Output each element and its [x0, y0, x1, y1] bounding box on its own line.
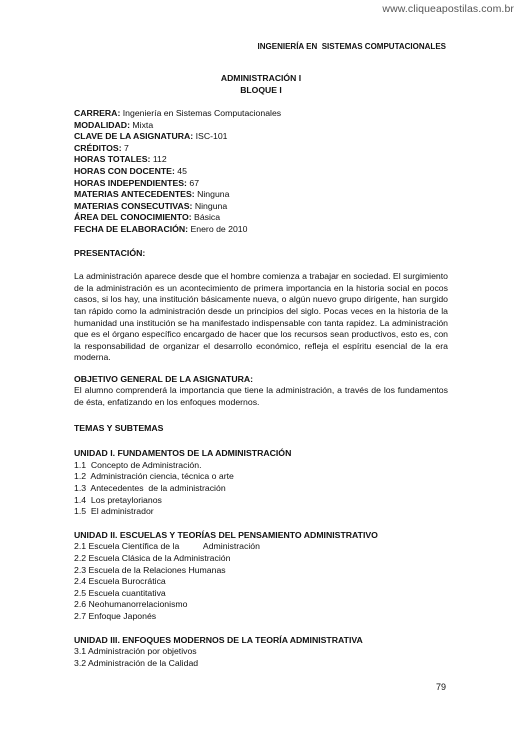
- meta-line: [74, 166, 448, 178]
- meta-label: MATERIAS ANTECEDENTES:: [74, 189, 195, 200]
- meta-list: [74, 108, 448, 236]
- meta-label: MODALIDAD:: [74, 119, 130, 130]
- meta-label: CRÉDITOS:: [74, 142, 122, 153]
- list-item: 3.2 Administración de la Calidad: [74, 657, 199, 668]
- title-block: [0, 72, 520, 96]
- list-item: 1.3 Antecedentes de la administración: [74, 483, 226, 494]
- meta-line: [74, 108, 448, 120]
- page-header: INGENIERÍA EN SISTEMAS COMPUTACIONALES: [257, 42, 446, 51]
- meta-value: Ingeniería en Sistemas Computacionales: [120, 108, 282, 118]
- course-title: ADMINISTRACIÓN I: [220, 73, 302, 83]
- objetivo-paragraph: El alumno comprenderá la importancia que tiene la administración, a través de los fundamentos de ésta, enfatizando en los enfoques modernos.: [74, 385, 448, 408]
- meta-value: Básica: [191, 212, 221, 223]
- meta-value: 112: [150, 154, 167, 165]
- presentacion-paragraph: La administración aparece desde que el hombre comienza a trabajar en sociedad. El surgimiento de la administración es un acontecimiento de primera importancia en la historia social en pocos casos, si los hay, una institución básicamente nueva, o algún nuevo grupo dirigente, han surgido tan rápido como la administración desde un principios del siglo. Pocas veces en la historia de la humanidad una institución se ha manifestado indispensable con tanta rapidez. La administración que es el órgano específico encargado de hacer que los recursos sean productivos, esto es, con la responsabilidad de organizar el desarrollo económico, refleja el espíritu esencial de la era moderna.: [74, 271, 448, 363]
- meta-line: [74, 189, 448, 201]
- meta-value: ISC-101: [193, 131, 228, 142]
- list-item: 2.4 Escuela Burocrática: [74, 576, 166, 587]
- meta-line: [74, 201, 448, 213]
- meta-label: HORAS INDEPENDIENTES:: [74, 177, 187, 188]
- list-item: 1.4 Los pretaylorianos: [74, 494, 162, 505]
- meta-label: MATERIAS CONSECUTIVAS:: [74, 200, 193, 211]
- meta-value: 7: [121, 142, 129, 153]
- meta-value: Ninguna: [192, 200, 228, 211]
- watermark-url: www.cliqueapostilas.com.br: [382, 3, 514, 15]
- presentacion-heading: PRESENTACIÓN:: [74, 247, 146, 258]
- meta-label: HORAS CON DOCENTE:: [74, 165, 175, 176]
- unit-title: UNIDAD I. FUNDAMENTOS DE LA ADMINISTRACIÓN: [74, 448, 292, 459]
- meta-value: 67: [186, 177, 200, 188]
- meta-line: [74, 154, 448, 166]
- document-body: [74, 108, 448, 669]
- list-item: 1.2 Administración ciencia, técnica o arte: [74, 471, 234, 482]
- meta-value: 45: [174, 165, 187, 176]
- meta-label: FECHA DE ELABORACIÓN:: [74, 223, 189, 234]
- meta-value: Ninguna: [194, 189, 230, 200]
- objetivo-heading: OBJETIVO GENERAL DE LA ASIGNATURA:: [74, 373, 254, 384]
- page-number: 79: [436, 682, 447, 692]
- list-item: 3.1 Administración por objetivos: [74, 646, 197, 657]
- meta-line: [74, 131, 448, 143]
- meta-line: [74, 224, 448, 236]
- temas-heading: TEMAS Y SUBTEMAS: [74, 422, 164, 433]
- unit-section: [74, 635, 448, 670]
- meta-line: [74, 120, 448, 132]
- list-item: 1.5 El administrador: [74, 506, 154, 517]
- meta-value: Mixta: [129, 119, 154, 130]
- unit-section: [74, 530, 448, 623]
- list-item: 1.1 Concepto de Administración.: [74, 459, 202, 470]
- list-item: 2.3 Escuela de la Relaciones Humanas: [74, 564, 226, 575]
- meta-line: [74, 178, 448, 190]
- meta-line: [74, 212, 448, 224]
- meta-label: ÁREA DEL CONOCIMIENTO:: [74, 212, 192, 223]
- list-item: 2.7 Enfoque Japonés: [74, 610, 157, 621]
- block-title: BLOQUE I: [240, 85, 282, 95]
- list-item: 2.6 Neohumanorrelacionismo: [74, 599, 188, 610]
- unit-title: UNIDAD II. ESCUELAS Y TEORÍAS DEL PENSAMIENTO ADMINISTRATIVO: [74, 529, 378, 540]
- list-item: 2.1 Escuela Científica de la Administración: [74, 541, 260, 552]
- meta-label: HORAS TOTALES:: [74, 154, 151, 165]
- meta-line: [74, 143, 448, 155]
- meta-label: CARRERA:: [74, 108, 121, 118]
- meta-label: CLAVE DE LA ASIGNATURA:: [74, 131, 194, 142]
- unit-title: UNIDAD III. ENFOQUES MODERNOS DE LA TEORÍA ADMINISTRATIVA: [74, 634, 363, 645]
- list-item: 2.2 Escuela Clásica de la Administración: [74, 553, 231, 563]
- meta-value: Enero de 2010: [188, 223, 248, 234]
- list-item: 2.5 Escuela cuantitativa: [74, 587, 166, 598]
- unit-section: [74, 448, 448, 518]
